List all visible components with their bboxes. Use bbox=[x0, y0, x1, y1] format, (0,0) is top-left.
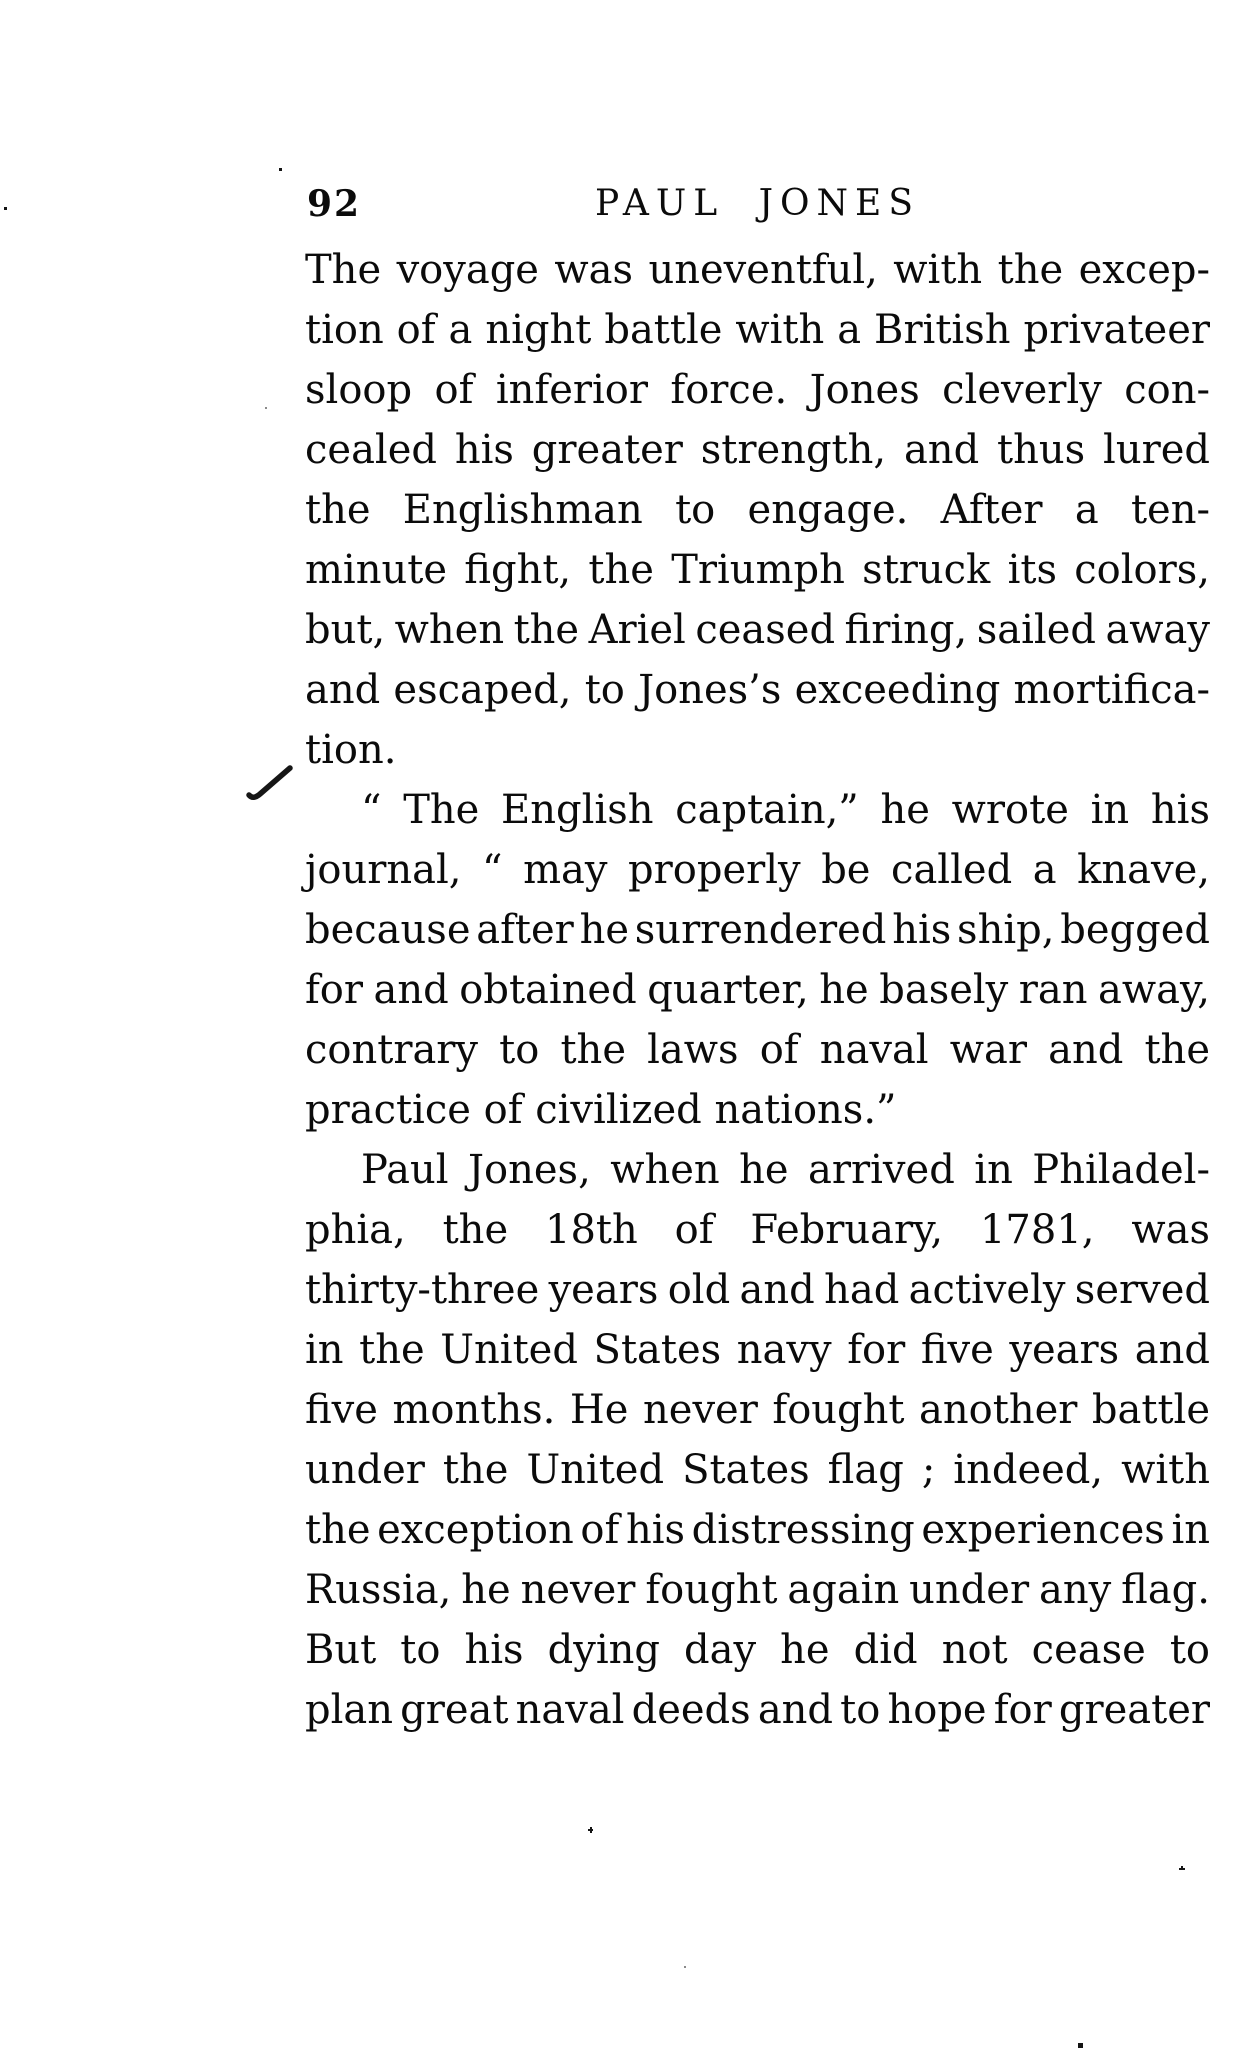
text-line bbox=[305, 960, 1210, 1020]
text-line bbox=[305, 1020, 1210, 1080]
text-line-content: tion. bbox=[305, 727, 397, 773]
dust-speck bbox=[265, 407, 267, 409]
handwritten-checkmark bbox=[244, 762, 294, 808]
text-line bbox=[305, 1380, 1210, 1440]
text-line-content: and escaped, to Jones’s exceeding mortifica- bbox=[305, 667, 1210, 713]
page-number: 92 bbox=[307, 183, 362, 225]
text-line-content: thirty-three years old and had actively served bbox=[305, 1267, 1210, 1313]
text-line bbox=[305, 720, 1210, 780]
text-line bbox=[305, 1080, 1210, 1140]
dust-speck bbox=[4, 207, 7, 210]
text-line-content: Russia, he never fought again under any flag. bbox=[305, 1567, 1210, 1613]
text-line-content: plan great naval deeds and to hope for greater bbox=[305, 1687, 1210, 1733]
running-head bbox=[305, 182, 1210, 226]
text-line bbox=[305, 840, 1210, 900]
text-line bbox=[305, 300, 1210, 360]
text-line-content: cealed his greater strength, and thus lured bbox=[305, 427, 1210, 473]
text-line-content: for and obtained quarter, he basely ran away, bbox=[305, 967, 1210, 1013]
text-line bbox=[305, 540, 1210, 600]
text-line-content: because after he surrendered his ship, begged bbox=[305, 907, 1210, 953]
text-line-content: minute fight, the Triumph struck its colors, bbox=[305, 547, 1210, 593]
page-title: PAUL JONES bbox=[595, 183, 920, 224]
text-line bbox=[305, 1560, 1210, 1620]
text-line bbox=[305, 780, 1210, 840]
text-line bbox=[305, 1320, 1210, 1380]
text-line-content: the exception of his distressing experiences in bbox=[305, 1507, 1210, 1553]
body-text bbox=[305, 240, 1210, 1740]
text-line-content: practice of civilized nations.” bbox=[305, 1087, 897, 1133]
text-line bbox=[305, 1620, 1210, 1680]
text-line-content: under the United States flag ; indeed, with bbox=[305, 1447, 1210, 1493]
text-line-content: But to his dying day he did not cease to bbox=[305, 1627, 1210, 1673]
text-line-content: tion of a night battle with a British privateer bbox=[305, 307, 1210, 353]
text-line bbox=[305, 1200, 1210, 1260]
text-line-content: journal, “ may properly be called a knave, bbox=[305, 847, 1210, 893]
text-line-content: contrary to the laws of naval war and the bbox=[305, 1027, 1210, 1073]
text-line-content: the Englishman to engage. After a ten- bbox=[305, 487, 1210, 533]
text-line bbox=[305, 1140, 1210, 1200]
text-line-content: but, when the Ariel ceased firing, sailed away bbox=[305, 607, 1210, 653]
text-line bbox=[305, 420, 1210, 480]
text-line-content: The voyage was uneventful, with the excep- bbox=[305, 247, 1210, 293]
dust-speck bbox=[279, 168, 282, 171]
text-line bbox=[305, 480, 1210, 540]
text-line-content: in the United States navy for five years and bbox=[305, 1327, 1210, 1373]
text-line bbox=[305, 1440, 1210, 1500]
text-line-content: five months. He never fought another battle bbox=[305, 1387, 1210, 1433]
text-line bbox=[305, 360, 1210, 420]
text-line bbox=[305, 1500, 1210, 1560]
text-line-content: phia, the 18th of February, 1781, was bbox=[305, 1207, 1210, 1253]
dust-speck bbox=[590, 1827, 592, 1833]
text-line-content: “ The English captain,” he wrote in his bbox=[361, 787, 1210, 833]
text-line bbox=[305, 660, 1210, 720]
dust-speck bbox=[684, 1966, 686, 1968]
text-line bbox=[305, 240, 1210, 300]
text-line-content: Paul Jones, when he arrived in Philadel- bbox=[361, 1147, 1210, 1193]
text-line bbox=[305, 1260, 1210, 1320]
text-line bbox=[305, 900, 1210, 960]
dust-speck bbox=[1181, 1866, 1183, 1870]
dust-speck bbox=[1078, 2043, 1083, 2048]
text-line bbox=[305, 1680, 1210, 1740]
text-line-content: sloop of inferior force. Jones cleverly con- bbox=[305, 367, 1210, 413]
text-line bbox=[305, 600, 1210, 660]
